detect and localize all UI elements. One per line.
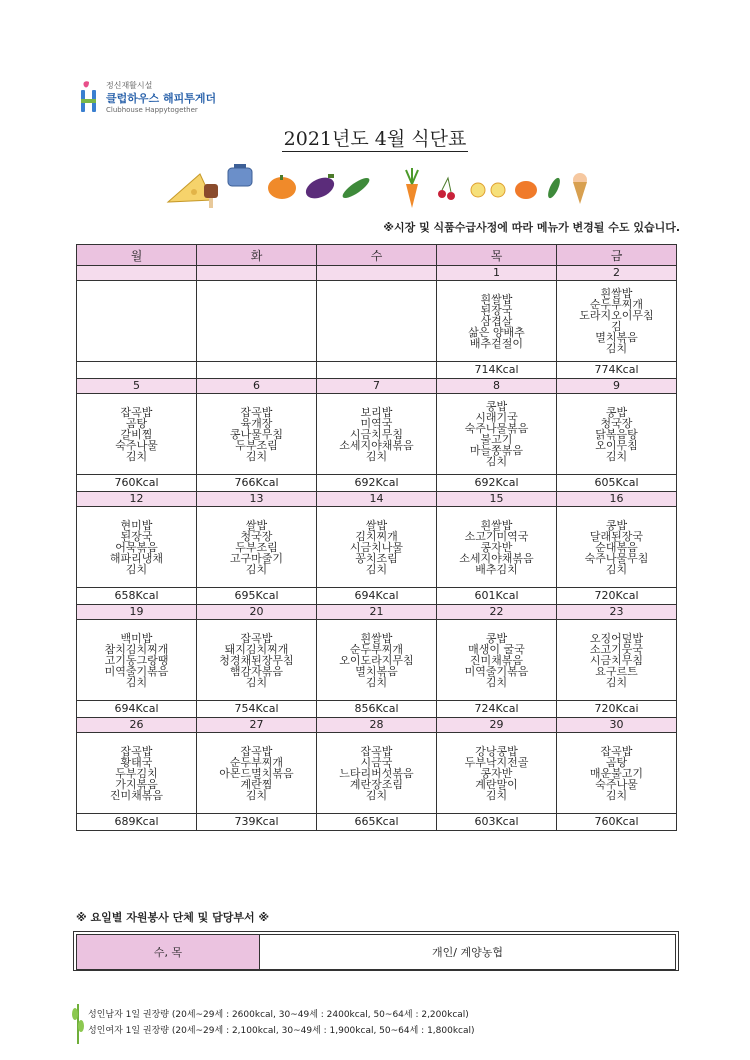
date-cell-tue: 6 xyxy=(197,379,317,394)
menu-cell-mon xyxy=(77,507,197,588)
dish-item: 계란말이 xyxy=(475,777,518,791)
dish-item: 잡곡밥 xyxy=(600,744,633,758)
male-recommended-intake: 성인남자 1일 권장량 (20세~29세 : 2600kcal, 30~49세 : 2400kcal, 50~64세 : 2,200kcal) xyxy=(88,1010,469,1020)
dish-item: 오징어덮밥 xyxy=(589,631,644,645)
calorie-cell-fri: 720Kcai xyxy=(557,701,677,718)
date-cell-fri: 30 xyxy=(557,718,677,733)
dish-item: 된장국 xyxy=(480,303,513,317)
dish-item: 된장국 xyxy=(120,529,153,543)
dish-item: 해파리냉채 xyxy=(109,551,164,565)
dish-item: 현미밥 xyxy=(120,518,153,532)
date-row xyxy=(77,492,677,507)
dish-item: 고구마줄기 xyxy=(229,551,284,565)
dish-item: 두부김치 xyxy=(115,766,158,780)
date-row xyxy=(77,266,677,281)
menu-row xyxy=(77,733,677,814)
calorie-cell-thu: 714Kcal xyxy=(437,362,557,379)
dish-item: 김치 xyxy=(365,449,388,463)
calorie-cell-mon: 689Kcal xyxy=(77,814,197,831)
calorie-cell-tue: 766Kcal xyxy=(197,475,317,492)
dish-item: 순두부찌개 xyxy=(349,642,404,656)
dish-item: 숙주나물볶음 xyxy=(464,422,529,435)
weekday-header-mon: 월 xyxy=(77,245,197,266)
calorie-cell-mon: 760Kcal xyxy=(77,475,197,492)
dish-item: 콩밥 xyxy=(485,631,508,645)
menu-cell-wed xyxy=(317,733,437,814)
menu-change-notice: ※시장 및 식품수급사정에 따라 메뉴가 변경될 수도 있습니다. xyxy=(383,221,680,234)
dish-item: 보리밥 xyxy=(360,405,393,419)
dish-item: 청국장 xyxy=(600,416,633,430)
menu-cell-fri xyxy=(557,281,677,362)
dish-item: 콩밥 xyxy=(485,400,508,413)
dish-item: 두부조림 xyxy=(235,540,278,554)
dish-item: 곰탕 xyxy=(605,755,628,769)
date-cell-fri: 16 xyxy=(557,492,677,507)
calorie-cell-fri: 760Kcal xyxy=(557,814,677,831)
dish-item: 시래기국 xyxy=(475,411,518,424)
dish-item: 흰쌀밥 xyxy=(480,292,513,306)
volunteer-days-cell: 수, 목 xyxy=(77,935,260,970)
dish-item: 김치 xyxy=(605,788,628,802)
date-cell-thu: 8 xyxy=(437,379,557,394)
calorie-row xyxy=(77,814,677,831)
calorie-cell-wed xyxy=(317,362,437,379)
date-cell-tue: 13 xyxy=(197,492,317,507)
dish-item: 김치 xyxy=(365,562,388,576)
dish-item: 김치 xyxy=(605,342,628,355)
cucumber-icon xyxy=(340,175,372,202)
date-cell-wed: 21 xyxy=(317,605,437,620)
dish-item: 김치 xyxy=(245,788,268,802)
date-row xyxy=(77,379,677,394)
dish-item: 청국장 xyxy=(240,529,273,543)
date-cell-thu: 1 xyxy=(437,266,557,281)
weekday-header-row xyxy=(77,245,677,266)
eggplant-icon xyxy=(303,174,338,203)
dish-item: 김치 xyxy=(605,449,628,463)
calorie-row xyxy=(77,701,677,718)
date-cell-wed: 14 xyxy=(317,492,437,507)
dish-item: 잡곡밥 xyxy=(240,405,273,419)
menu-cell-thu xyxy=(437,733,557,814)
dish-item: 계란장조림 xyxy=(349,777,404,791)
dish-item: 흰쌀밥 xyxy=(600,287,633,300)
menu-cell-tue xyxy=(197,620,317,701)
calorie-cell-thu: 601Kcal xyxy=(437,588,557,605)
pot-icon xyxy=(228,164,252,186)
date-row xyxy=(77,605,677,620)
menu-cell-thu xyxy=(437,281,557,362)
dish-item: 어묵볶음 xyxy=(115,540,158,554)
ice-cream-bar-icon xyxy=(204,184,218,208)
weekday-header-fri: 금 xyxy=(557,245,677,266)
plant-icon xyxy=(72,1000,84,1044)
dish-item: 오이무침 xyxy=(595,438,638,452)
date-cell-mon: 19 xyxy=(77,605,197,620)
weekday-header-thu: 목 xyxy=(437,245,557,266)
dish-item: 미역줄기볶음 xyxy=(104,664,169,678)
dish-item: 삶은 양배추 xyxy=(468,325,525,339)
volunteer-section-title: ※ 요일별 자원봉사 단체 및 담당부서 ※ xyxy=(76,911,270,924)
dish-item: 잡곡밥 xyxy=(120,405,153,419)
calorie-cell-wed: 694Kcal xyxy=(317,588,437,605)
dish-item: 계란찜 xyxy=(240,777,273,791)
calorie-cell-thu: 692Kcal xyxy=(437,475,557,492)
dish-item: 김치 xyxy=(245,675,268,689)
menu-cell-fri xyxy=(557,394,677,475)
calorie-cell-mon xyxy=(77,362,197,379)
dish-item: 콩자반 xyxy=(480,766,513,780)
dish-item: 시금치무침 xyxy=(349,427,404,441)
date-cell-mon: 26 xyxy=(77,718,197,733)
date-cell-mon: 5 xyxy=(77,379,197,394)
dish-item: 미역국 xyxy=(360,416,393,430)
date-cell-tue: 20 xyxy=(197,605,317,620)
dish-item: 햄감자볶음 xyxy=(229,664,284,678)
dish-item: 시금국 xyxy=(360,755,393,769)
dish-item: 흰쌀밥 xyxy=(480,518,513,532)
date-cell-fri: 9 xyxy=(557,379,677,394)
dish-item: 멸치볶음 xyxy=(355,664,398,678)
logo-english-name: Clubhouse Happytogether xyxy=(106,106,198,114)
dish-item: 황태국 xyxy=(120,755,153,769)
dish-item: 닭볶음탕 xyxy=(595,427,638,441)
dish-item: 숙주나물무침 xyxy=(584,551,649,565)
date-cell-mon: 12 xyxy=(77,492,197,507)
calorie-cell-thu: 724Kcal xyxy=(437,701,557,718)
calorie-cell-wed: 856Kcal xyxy=(317,701,437,718)
dish-item: 순두부찌개 xyxy=(589,298,644,311)
dish-item: 김 xyxy=(611,320,622,333)
date-cell-mon xyxy=(77,266,197,281)
dish-item: 고기동그랑땡 xyxy=(104,653,169,667)
dish-item: 김치 xyxy=(365,675,388,689)
cherry-icon xyxy=(438,178,455,200)
dish-item: 불고기 xyxy=(480,433,513,446)
menu-cell-wed xyxy=(317,620,437,701)
dish-item: 소세지야채볶음 xyxy=(339,438,414,452)
date-cell-fri: 2 xyxy=(557,266,677,281)
dish-item: 콩밥 xyxy=(605,518,628,532)
orange-pumpkin-icon xyxy=(515,181,537,199)
menu-cell-mon xyxy=(77,733,197,814)
date-cell-wed xyxy=(317,266,437,281)
dish-item: 강낭콩밥 xyxy=(475,744,518,758)
dish-item: 순두부찌개 xyxy=(229,755,284,769)
menu-cell-tue xyxy=(197,281,317,362)
dish-item: 김치 xyxy=(245,562,268,576)
calorie-cell-fri: 720Kcal xyxy=(557,588,677,605)
calorie-row xyxy=(77,475,677,492)
logo-subtitle: 정신재활시설 xyxy=(106,81,153,90)
dish-item: 두부조림 xyxy=(235,438,278,452)
dish-item: 흰쌀밥 xyxy=(360,631,393,645)
dish-item: 쌀밥 xyxy=(365,518,388,532)
menu-cell-thu xyxy=(437,394,557,475)
dish-item: 김치 xyxy=(125,562,148,576)
volunteer-table xyxy=(76,934,676,970)
menu-row xyxy=(77,620,677,701)
dish-item: 매생이 굴국 xyxy=(468,642,525,656)
pumpkin-icon xyxy=(268,175,296,199)
page-title: 2021년도 4월 식단표 xyxy=(283,128,467,150)
menu-row xyxy=(77,281,677,362)
menu-cell-wed xyxy=(317,394,437,475)
calorie-cell-wed: 665Kcal xyxy=(317,814,437,831)
dish-item: 삼겹살 xyxy=(480,314,513,328)
dish-item: 마늘쫑볶음 xyxy=(469,444,524,457)
menu-cell-wed xyxy=(317,507,437,588)
dish-item: 숙주나물 xyxy=(595,777,638,791)
dish-item: 진미채볶음 xyxy=(109,788,164,802)
dish-item: 잡곡밥 xyxy=(360,744,393,758)
calorie-cell-tue: 695Kcal xyxy=(197,588,317,605)
dish-item: 김치 xyxy=(365,788,388,802)
menu-cell-mon xyxy=(77,281,197,362)
date-cell-thu: 29 xyxy=(437,718,557,733)
dish-item: 요구르트 xyxy=(595,664,638,678)
date-cell-tue: 27 xyxy=(197,718,317,733)
apple-slices-icon xyxy=(471,183,505,197)
menu-cell-tue xyxy=(197,394,317,475)
calorie-cell-tue xyxy=(197,362,317,379)
calorie-row xyxy=(77,588,677,605)
dish-item: 배추겉절이 xyxy=(469,336,524,350)
dish-item: 돼지김치찌개 xyxy=(224,642,289,656)
dish-item: 미역줄기볶음 xyxy=(464,664,529,678)
logo-h-icon xyxy=(78,80,100,114)
pepper-icon xyxy=(546,176,563,199)
dish-item: 아몬드멸치볶음 xyxy=(219,766,294,780)
date-cell-tue xyxy=(197,266,317,281)
menu-row xyxy=(77,394,677,475)
dish-item: 꽁치조림 xyxy=(355,551,398,565)
calorie-cell-mon: 694Kcal xyxy=(77,701,197,718)
dish-item: 시금치무침 xyxy=(589,653,644,667)
food-illustration-strip xyxy=(160,160,600,210)
calorie-cell-fri: 605Kcal xyxy=(557,475,677,492)
calorie-cell-thu: 603Kcal xyxy=(437,814,557,831)
date-cell-wed: 7 xyxy=(317,379,437,394)
dish-item: 콩밥 xyxy=(605,405,628,419)
dish-item: 김치 xyxy=(125,449,148,463)
menu-table xyxy=(76,244,677,831)
dish-item: 잡곡밥 xyxy=(120,744,153,758)
date-cell-wed: 28 xyxy=(317,718,437,733)
dish-item: 육개장 xyxy=(240,416,273,430)
weekday-header-tue: 화 xyxy=(197,245,317,266)
menu-cell-mon xyxy=(77,394,197,475)
date-cell-fri: 23 xyxy=(557,605,677,620)
dish-item: 김치 xyxy=(605,675,628,689)
menu-cell-wed xyxy=(317,281,437,362)
dish-item: 곰탕 xyxy=(125,416,148,430)
dish-item: 김치 xyxy=(125,675,148,689)
menu-cell-mon xyxy=(77,620,197,701)
dish-item: 쌀밥 xyxy=(245,518,268,532)
dish-item: 느타리버섯볶음 xyxy=(339,766,414,780)
ice-cream-cone-icon xyxy=(573,173,587,204)
calorie-cell-fri: 774Kcal xyxy=(557,362,677,379)
dish-item: 시금치나물 xyxy=(349,540,404,554)
dish-item: 배추김치 xyxy=(475,562,518,576)
calorie-cell-wed: 692Kcal xyxy=(317,475,437,492)
menu-cell-fri xyxy=(557,733,677,814)
date-row xyxy=(77,718,677,733)
dish-item: 콩나물무침 xyxy=(229,427,284,441)
menu-cell-thu xyxy=(437,620,557,701)
dish-item: 김치찌개 xyxy=(355,529,398,543)
dish-item: 도라지오이무침 xyxy=(579,309,654,322)
dish-item: 가지볶음 xyxy=(115,777,158,791)
dish-item: 멸치볶음 xyxy=(595,331,638,344)
dish-item: 소고기뭇국 xyxy=(589,642,644,656)
dish-item: 갈비찜 xyxy=(120,427,153,441)
calorie-cell-mon: 658Kcal xyxy=(77,588,197,605)
calorie-cell-tue: 754Kcal xyxy=(197,701,317,718)
female-recommended-intake: 성인여자 1일 권장량 (20세~29세 : 2,100kcal, 30~49세 : 1,900kcal, 50~64세 : 1,800kcal) xyxy=(88,1026,475,1036)
dish-item: 소고기미역국 xyxy=(464,529,529,543)
dish-item: 김치 xyxy=(485,675,508,689)
dish-item: 잡곡밥 xyxy=(240,744,273,758)
logo-name: 클럽하우스 해피투게더 xyxy=(106,92,217,105)
dish-item: 김치 xyxy=(485,455,508,468)
dish-item: 오이도라지무침 xyxy=(339,653,414,667)
volunteer-group-cell: 개인/ 계양농협 xyxy=(260,935,676,970)
menu-row xyxy=(77,507,677,588)
menu-cell-tue xyxy=(197,733,317,814)
dish-item: 잡곡밥 xyxy=(240,631,273,645)
dish-item: 진미채볶음 xyxy=(469,653,524,667)
dish-item: 백미밥 xyxy=(120,631,153,645)
menu-cell-fri xyxy=(557,620,677,701)
date-cell-thu: 15 xyxy=(437,492,557,507)
dish-item: 김치 xyxy=(605,562,628,576)
dish-item: 숙주나물 xyxy=(115,438,158,452)
dish-item: 소세지야채볶음 xyxy=(459,551,534,565)
dish-item: 매운불고기 xyxy=(589,766,644,780)
clubhouse-logo xyxy=(78,80,258,116)
dish-item: 순대볶음 xyxy=(595,540,638,554)
menu-cell-tue xyxy=(197,507,317,588)
date-cell-thu: 22 xyxy=(437,605,557,620)
dish-item: 콩자반 xyxy=(480,540,513,554)
dish-item: 두부낙지전골 xyxy=(464,755,529,769)
dish-item: 청경채된장무침 xyxy=(219,653,294,667)
weekday-header-wed: 수 xyxy=(317,245,437,266)
dish-item: 참치김치찌개 xyxy=(104,642,169,656)
calorie-row xyxy=(77,362,677,379)
menu-cell-thu xyxy=(437,507,557,588)
dish-item: 달래된장국 xyxy=(589,529,644,543)
dish-item: 김치 xyxy=(485,788,508,802)
menu-cell-fri xyxy=(557,507,677,588)
carrot-icon xyxy=(406,168,418,208)
calorie-cell-tue: 739Kcal xyxy=(197,814,317,831)
dish-item: 김치 xyxy=(245,449,268,463)
